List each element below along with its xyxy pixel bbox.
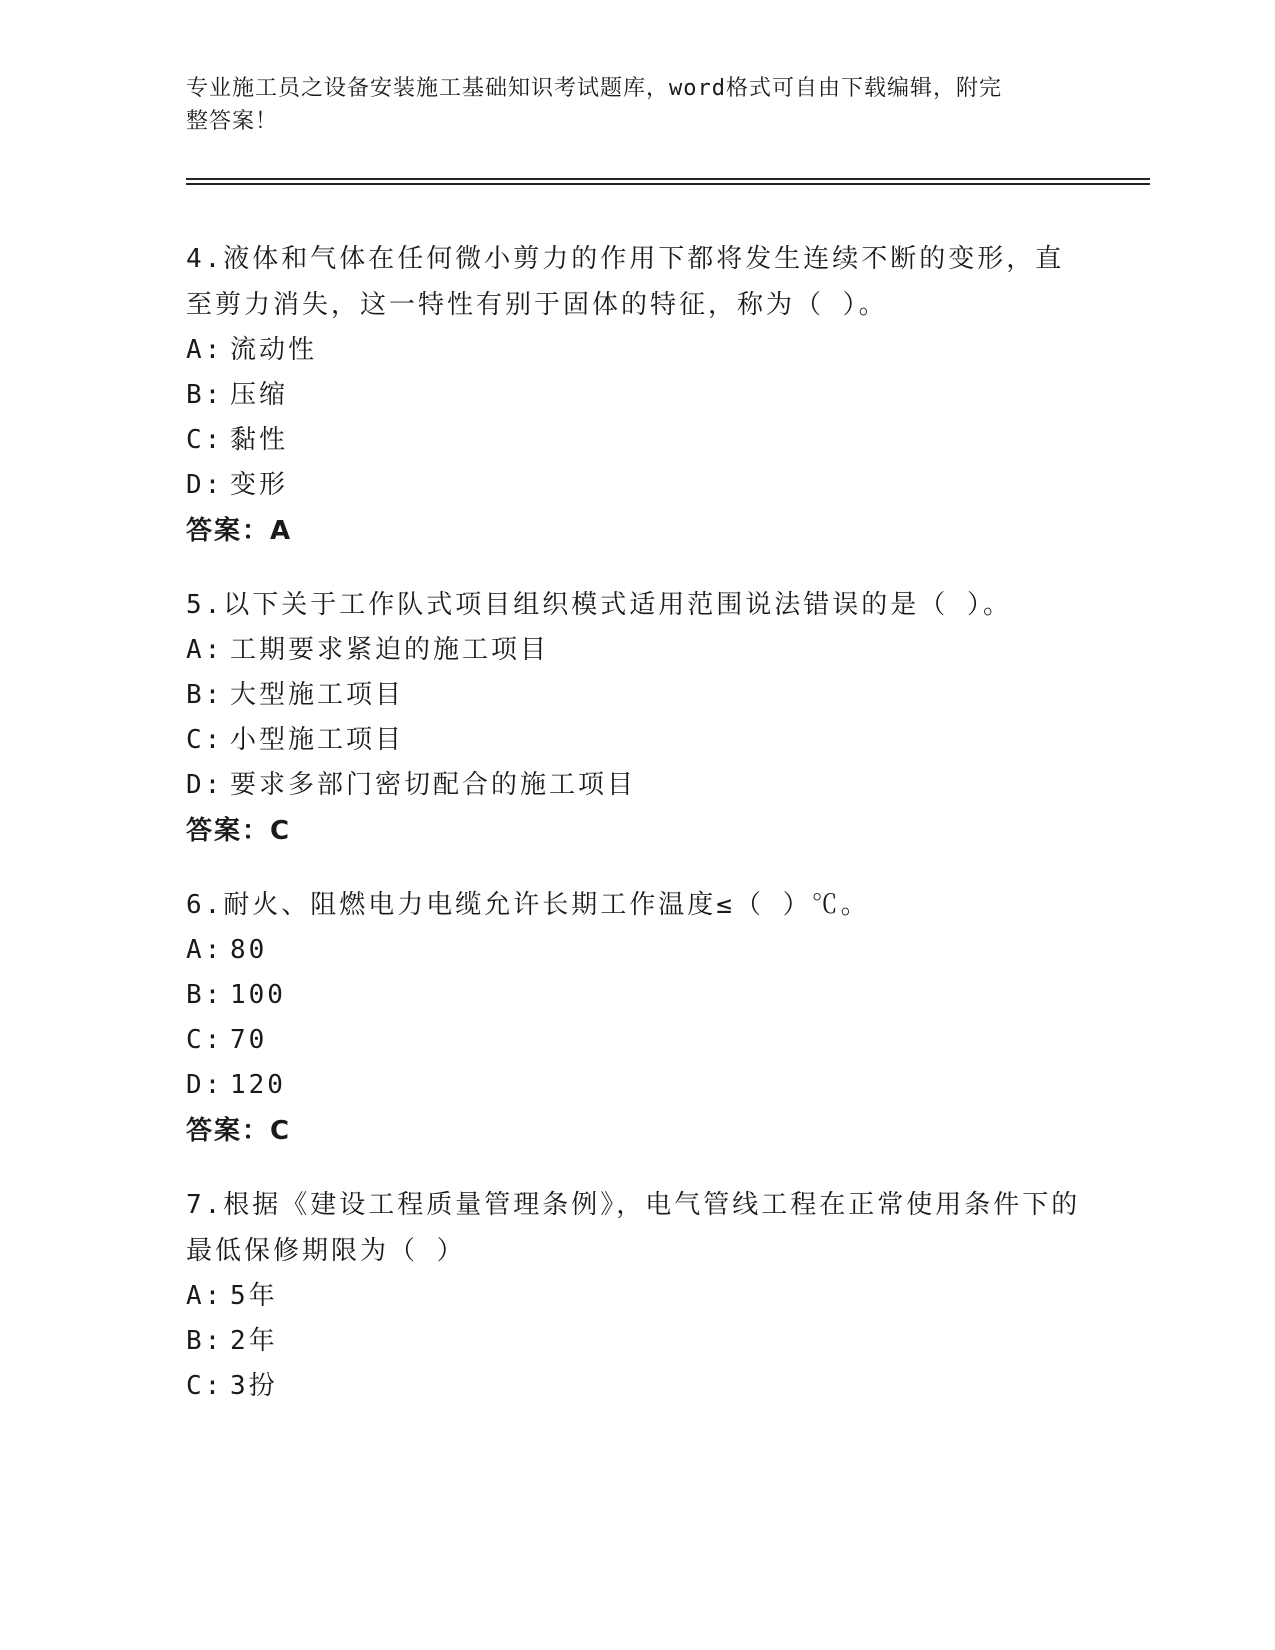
question-5 xyxy=(186,582,1086,854)
option-letter: A: xyxy=(186,335,224,365)
header-line-1: 专业施工员之设备安装施工基础知识考试题库，word格式可自由下载编辑，附完 xyxy=(186,76,1002,101)
question-text: 5.以下关于工作队式项目组织模式适用范围说法错误的是（ ）。 xyxy=(186,590,1012,620)
option-a xyxy=(186,928,1086,973)
option-text: 70 xyxy=(230,1025,268,1055)
option-letter: B: xyxy=(186,1326,224,1356)
option-letter: C: xyxy=(186,1025,224,1055)
option-letter: A: xyxy=(186,1281,224,1311)
option-letter: B: xyxy=(186,380,224,410)
header-divider-bottom xyxy=(186,183,1150,185)
option-text: 3扮 xyxy=(230,1371,278,1401)
option-d xyxy=(186,463,1086,508)
option-a xyxy=(186,1274,1086,1319)
option-text: 小型施工项目 xyxy=(230,725,405,755)
option-letter: C: xyxy=(186,1371,224,1401)
question-text: 4.液体和气体在任何微小剪力的作用下都将发生连续不断的变形，直至剪力消失，这一特性有别于固体的特征，称为（ ）。 xyxy=(186,244,1065,320)
option-text: 要求多部门密切配合的施工项目 xyxy=(230,770,637,800)
option-b xyxy=(186,373,1086,418)
option-letter: D: xyxy=(186,770,224,800)
option-text: 压缩 xyxy=(230,380,289,410)
option-c xyxy=(186,418,1086,463)
option-text: 120 xyxy=(230,1070,286,1100)
option-a xyxy=(186,628,1086,673)
option-text: 流动性 xyxy=(230,335,318,365)
option-b xyxy=(186,973,1086,1018)
option-d xyxy=(186,763,1086,808)
answer-line: 答案：A xyxy=(186,516,293,546)
question-text: 7.根据《建设工程质量管理条例》，电气管线工程在正常使用条件下的最低保修期限为（ ） xyxy=(186,1190,1081,1266)
option-text: 5年 xyxy=(230,1281,278,1311)
option-d xyxy=(186,1063,1086,1108)
option-text: 工期要求紧迫的施工项目 xyxy=(230,635,550,665)
header-divider-top xyxy=(186,178,1150,180)
option-text: 2年 xyxy=(230,1326,278,1356)
answer-line: 答案：C xyxy=(186,1116,292,1146)
header-line-2: 整答案！ xyxy=(186,109,279,134)
option-letter: A: xyxy=(186,635,224,665)
question-4 xyxy=(186,236,1086,554)
question-7 xyxy=(186,1182,1086,1409)
option-text: 100 xyxy=(230,980,286,1010)
option-letter: B: xyxy=(186,980,224,1010)
option-letter: A: xyxy=(186,935,224,965)
question-text: 6.耐火、阻燃电力电缆允许长期工作温度≤（ ）℃。 xyxy=(186,890,870,920)
option-text: 变形 xyxy=(230,470,289,500)
option-a xyxy=(186,328,1086,373)
option-b xyxy=(186,673,1086,718)
option-c xyxy=(186,718,1086,763)
option-letter: C: xyxy=(186,725,224,755)
question-list xyxy=(186,236,1086,1437)
answer-line: 答案：C xyxy=(186,816,292,846)
option-letter: B: xyxy=(186,680,224,710)
option-b xyxy=(186,1319,1086,1364)
option-letter: C: xyxy=(186,425,224,455)
option-c xyxy=(186,1364,1086,1409)
option-text: 大型施工项目 xyxy=(230,680,405,710)
option-text: 80 xyxy=(230,935,268,965)
document-header xyxy=(186,72,1066,138)
question-6 xyxy=(186,882,1086,1154)
option-text: 黏性 xyxy=(230,425,289,455)
option-letter: D: xyxy=(186,470,224,500)
option-letter: D: xyxy=(186,1070,224,1100)
option-c xyxy=(186,1018,1086,1063)
